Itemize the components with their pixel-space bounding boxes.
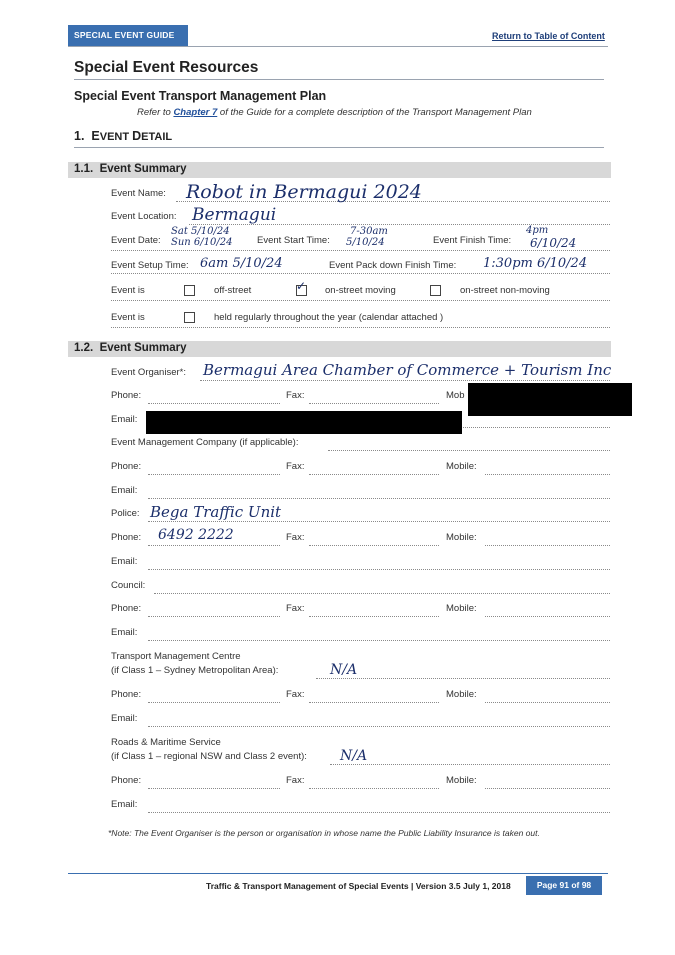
title-rule: [74, 79, 604, 80]
guide-tab: SPECIAL EVENT GUIDE: [68, 25, 188, 46]
tmc-email-line: [148, 726, 610, 727]
organiser-mobile-label: Mob: [446, 390, 465, 401]
check-icon: ✓: [296, 279, 307, 293]
refer-text: Refer to Chapter 7 of the Guide for a complete description of the Transport Management Plan: [137, 107, 532, 118]
council-email-line: [148, 640, 610, 641]
rms-label-2: (if Class 1 – regional NSW and Class 2 event):: [111, 751, 307, 762]
organiser-fax-line: [309, 403, 439, 404]
event-date-line: [111, 250, 610, 251]
rms-phone-line: [148, 788, 280, 789]
rms-email-label: Email:: [111, 799, 138, 810]
event-start-value-1[interactable]: 7-30am: [350, 226, 388, 237]
organiser-fax-label: Fax:: [286, 390, 305, 401]
tmc-mobile-label: Mobile:: [446, 689, 477, 700]
police-mobile-line: [485, 545, 610, 546]
packdown-value[interactable]: 1:30pm 6/10/24: [483, 256, 588, 271]
council-email-label: Email:: [111, 627, 138, 638]
footer-text: Traffic & Transport Management of Special Events | Version 3.5 July 1, 2018: [206, 881, 511, 891]
setup-line: [111, 273, 610, 274]
mgmt-phone-line: [148, 474, 280, 475]
rms-value[interactable]: N/A: [340, 748, 368, 764]
setup-time-label: Event Setup Time:: [111, 260, 189, 271]
section-rule: [74, 147, 604, 148]
offstreet-checkbox[interactable]: [184, 285, 195, 296]
police-phone-label: Phone:: [111, 532, 142, 543]
event-finish-label: Event Finish Time:: [433, 235, 512, 246]
tmc-fax-label: Fax:: [286, 689, 305, 700]
header-rule: [68, 46, 608, 47]
police-fax-label: Fax:: [286, 532, 305, 543]
organiser-value[interactable]: Bermagui Area Chamber of Commerce + Tourism Inc: [203, 361, 612, 379]
onstreet-nonmoving-label: on-street non-moving: [460, 285, 550, 296]
event-finish-value-1[interactable]: 4pm: [526, 225, 549, 236]
police-mobile-label: Mobile:: [446, 532, 477, 543]
footer-rule: [68, 873, 608, 874]
chapter-link[interactable]: Chapter 7: [173, 107, 218, 118]
event-date-value-2[interactable]: Sun 6/10/24: [171, 237, 233, 248]
setup-time-value[interactable]: 6am 5/10/24: [200, 256, 283, 271]
subtitle: Special Event Transport Management Plan: [74, 89, 327, 103]
section-1-1-title: 1.1. Event Summary: [74, 163, 187, 175]
tmc-email-label: Email:: [111, 713, 138, 724]
event-start-value-2[interactable]: 5/10/24: [346, 237, 385, 248]
tmc-phone-line: [148, 702, 280, 703]
council-label: Council:: [111, 580, 146, 591]
mgmt-company-label: Event Management Company (if applicable):: [111, 437, 299, 448]
tmc-fax-line: [309, 702, 439, 703]
council-phone-line: [148, 616, 280, 617]
onstreet-nonmoving-checkbox[interactable]: [430, 285, 441, 296]
event-is-label: Event is: [111, 285, 145, 296]
mgmt-fax-line: [309, 474, 439, 475]
mgmt-mobile-line: [485, 474, 610, 475]
offstreet-label: off-street: [214, 285, 252, 296]
police-label: Police:: [111, 508, 140, 519]
organiser-phone-line: [148, 403, 280, 404]
event-finish-value-2[interactable]: 6/10/24: [530, 236, 577, 250]
police-line: [148, 521, 610, 522]
event-location-value[interactable]: Bermagui: [192, 205, 277, 225]
event-name-value[interactable]: Robot in Bermagui 2024: [186, 181, 422, 203]
organiser-line: [200, 380, 610, 381]
council-mobile-line: [485, 616, 610, 617]
police-email-line: [148, 569, 610, 570]
return-to-toc-link[interactable]: Return to Table of Content: [492, 31, 605, 41]
tmc-label-1: Transport Management Centre: [111, 651, 241, 662]
organiser-label: Event Organiser*:: [111, 367, 186, 378]
council-fax-line: [309, 616, 439, 617]
mgmt-email-line: [148, 498, 610, 499]
event-is-line: [111, 300, 610, 301]
police-fax-line: [309, 545, 439, 546]
tmc-value[interactable]: N/A: [330, 662, 358, 678]
organiser-phone-label: Phone:: [111, 390, 142, 401]
footnote: *Note: The Event Organiser is the person or organisation in whose name the Public Liability Insurance is taken out.: [108, 828, 540, 838]
council-fax-label: Fax:: [286, 603, 305, 614]
regular-line: [111, 327, 610, 328]
police-phone-value[interactable]: 6492 2222: [158, 527, 234, 543]
rms-mobile-label: Mobile:: [446, 775, 477, 786]
police-email-label: Email:: [111, 556, 138, 567]
event-name-label: Event Name:: [111, 188, 166, 199]
police-phone-line: [148, 545, 280, 546]
tmc-mobile-line: [485, 702, 610, 703]
council-line: [154, 593, 610, 594]
mgmt-phone-label: Phone:: [111, 461, 142, 472]
tmc-phone-label: Phone:: [111, 689, 142, 700]
police-value[interactable]: Bega Traffic Unit: [150, 503, 282, 521]
tmc-label-2: (if Class 1 – Sydney Metropolitan Area):: [111, 665, 279, 676]
organiser-email-label: Email:: [111, 414, 138, 425]
event-date-value-1[interactable]: Sat 5/10/24: [171, 226, 230, 237]
section-heading: 1. EVENT DETAIL: [74, 129, 173, 143]
event-location-label: Event Location:: [111, 211, 177, 222]
rms-line: [330, 764, 610, 765]
mgmt-email-label: Email:: [111, 485, 138, 496]
event-start-label: Event Start Time:: [257, 235, 330, 246]
rms-mobile-line: [485, 788, 610, 789]
council-phone-label: Phone:: [111, 603, 142, 614]
packdown-label: Event Pack down Finish Time:: [329, 260, 457, 271]
organiser-email-redaction: [146, 411, 462, 434]
rms-label-1: Roads & Maritime Service: [111, 737, 221, 748]
rms-fax-line: [309, 788, 439, 789]
mgmt-company-line: [328, 450, 610, 451]
rms-email-line: [148, 812, 610, 813]
tmc-line: [316, 678, 610, 679]
organiser-mobile-redaction: [468, 383, 632, 416]
mgmt-mobile-label: Mobile:: [446, 461, 477, 472]
onstreet-moving-label: on-street moving: [325, 285, 396, 296]
page-number-badge: Page 91 of 98: [526, 876, 602, 895]
event-is-label-2: Event is: [111, 312, 145, 323]
section-1-2-title: 1.2. Event Summary: [74, 342, 187, 354]
regular-checkbox[interactable]: [184, 312, 195, 323]
rms-fax-label: Fax:: [286, 775, 305, 786]
mgmt-fax-label: Fax:: [286, 461, 305, 472]
event-date-label: Event Date:: [111, 235, 161, 246]
regular-label: held regularly throughout the year (calendar attached ): [214, 312, 444, 323]
council-mobile-label: Mobile:: [446, 603, 477, 614]
rms-phone-label: Phone:: [111, 775, 142, 786]
page-title: Special Event Resources: [74, 59, 259, 76]
